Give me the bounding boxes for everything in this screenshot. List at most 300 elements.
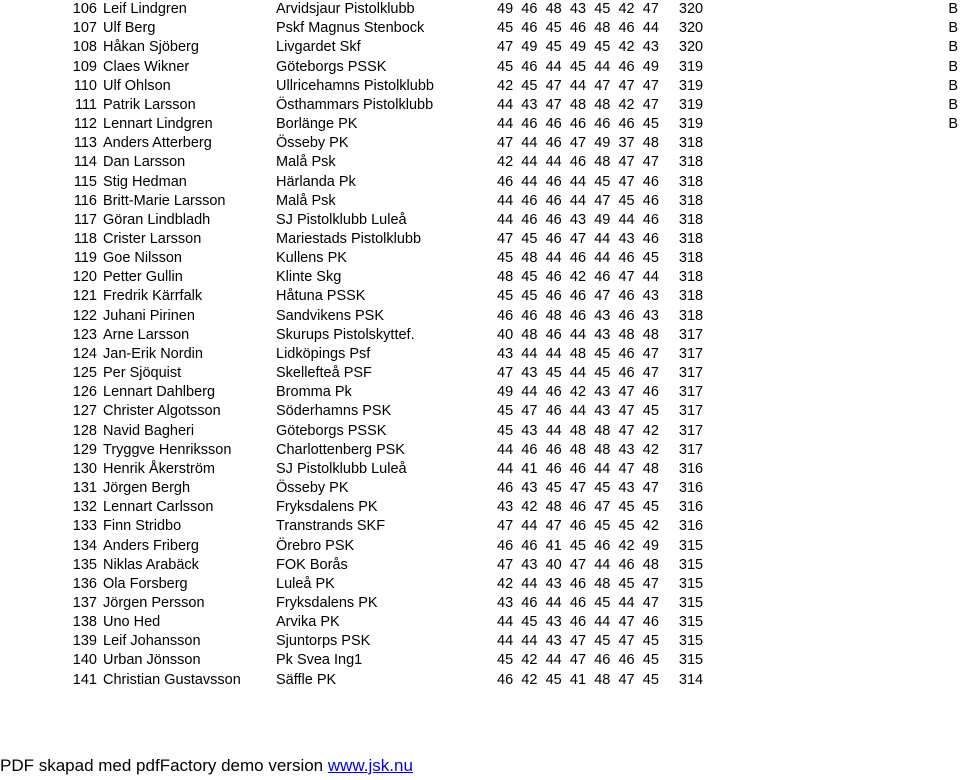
series-score-cell: 44 [521, 575, 538, 592]
name-cell: Göran Lindbladh [103, 211, 211, 228]
result-row [0, 651, 960, 670]
club-cell: Härlanda Pk [276, 173, 356, 190]
series-score-cell: 46 [545, 192, 562, 209]
name-cell: Lennart Lindgren [103, 116, 213, 133]
series-score-cell: 48 [545, 307, 562, 324]
series-score-cell: 47 [642, 96, 659, 113]
series-score-cell: 49 [569, 39, 587, 56]
total-cell: 315 [678, 537, 704, 554]
club-cell: Göteborgs PSSK [276, 422, 387, 439]
total-cell: 316 [678, 460, 704, 477]
class-cell [709, 345, 960, 364]
club-cell: Bromma Pk [276, 384, 352, 401]
series-score-cell: 46 [594, 537, 611, 554]
name-cell: Crister Larsson [103, 231, 202, 247]
result-row [0, 287, 960, 306]
series-score-cell: 43 [569, 1, 587, 18]
total-cell: 316 [678, 480, 704, 497]
series-score-cell: 41 [569, 671, 587, 688]
rank-cell: 116 [73, 192, 97, 209]
footer-link[interactable]: www.jsk.nu [327, 756, 413, 775]
total-cell: 318 [678, 192, 704, 209]
series-score-cell: 46 [545, 173, 562, 190]
total-cell: 315 [678, 575, 704, 592]
total-cell: 320 [678, 20, 704, 37]
name-cell: Anders Friberg [103, 537, 199, 554]
class-cell [709, 441, 960, 460]
series-score-cell: 49 [594, 211, 611, 228]
class-cell: B [948, 1, 958, 18]
series-score-cell: 46 [594, 652, 611, 669]
class-cell [709, 575, 960, 594]
series-score-cell: 43 [545, 633, 562, 650]
result-row [0, 77, 960, 96]
series-score-cell: 47 [642, 345, 659, 362]
club-cell: Fryksdalens PK [276, 499, 378, 516]
rank-cell: 112 [73, 116, 97, 133]
series-score-cell: 45 [569, 58, 587, 75]
series-score-cell: 46 [521, 537, 538, 554]
series-score-cell: 47 [497, 365, 514, 382]
series-score-cell: 43 [545, 614, 562, 631]
series-score-cell: 48 [545, 1, 562, 18]
footer-text: PDF skapad med pdfFactory demo version [0, 756, 328, 775]
series-score-cell: 46 [618, 345, 635, 362]
series-score-cell: 43 [642, 307, 659, 324]
series-score-cell: 44 [569, 192, 587, 209]
series-score-cell: 44 [618, 211, 635, 228]
series-score-cell: 44 [569, 173, 587, 190]
series-score-cell: 45 [497, 403, 514, 420]
result-row [0, 594, 960, 613]
result-row [0, 670, 960, 690]
club-cell: Transtrands SKF [276, 518, 386, 535]
total-cell: 317 [678, 422, 704, 439]
series-score-cell: 46 [569, 460, 587, 477]
series-score-cell: 45 [521, 614, 538, 631]
series-score-cell: 46 [618, 365, 635, 382]
club-cell: SJ Pistolklubb Luleå [276, 460, 407, 477]
result-row [0, 230, 960, 249]
series-score-cell: 46 [545, 116, 562, 133]
result-row [0, 498, 960, 517]
result-row [0, 364, 960, 383]
class-cell [709, 651, 960, 670]
name-cell: Ulf Ohlson [103, 77, 171, 94]
class-cell [709, 517, 960, 536]
name-cell: Goe Nilsson [103, 250, 182, 267]
series-score-cell: 45 [594, 1, 611, 18]
series-score-cell: 47 [545, 77, 562, 94]
result-row [0, 460, 960, 479]
result-row [0, 402, 960, 421]
series-score-cell: 44 [521, 384, 538, 401]
class-cell [709, 249, 960, 268]
series-score-cell: 47 [618, 671, 635, 688]
series-score-cell: 45 [642, 116, 659, 133]
name-cell: Jan-Erik Nordin [103, 345, 203, 362]
club-cell: Luleå PK [276, 575, 335, 592]
series-score-cell: 47 [642, 1, 659, 18]
rank-cell: 113 [73, 135, 97, 152]
name-cell: Britt-Marie Larsson [103, 192, 226, 209]
rank-cell: 110 [73, 77, 97, 94]
club-cell: Håtuna PSSK [276, 288, 366, 305]
rank-cell: 115 [73, 173, 97, 190]
series-score-cell: 48 [642, 326, 659, 343]
series-score-cell: 46 [521, 594, 538, 611]
name-cell: Anders Atterberg [103, 135, 212, 152]
series-score-cell: 46 [569, 154, 587, 171]
series-score-cell: 46 [521, 307, 538, 324]
result-row [0, 536, 960, 555]
series-score-cell: 47 [618, 77, 635, 94]
club-cell: Kullens PK [276, 250, 347, 267]
series-score-cell: 45 [594, 345, 611, 362]
class-cell [709, 421, 960, 440]
series-score-cell: 46 [521, 211, 538, 228]
series-score-cell: 46 [618, 250, 635, 267]
result-row [0, 57, 960, 76]
rank-cell: 120 [72, 269, 97, 286]
rank-cell: 109 [72, 58, 97, 75]
result-row [0, 115, 960, 134]
series-score-cell: 46 [521, 58, 538, 75]
series-score-cell: 46 [545, 384, 562, 401]
series-score-cell: 42 [618, 537, 635, 554]
name-cell: Henrik Åkerström [103, 460, 215, 477]
series-score-cell: 46 [497, 671, 514, 688]
series-score-cell: 45 [594, 365, 611, 382]
series-score-cell: 49 [642, 537, 659, 554]
total-cell: 319 [678, 116, 704, 133]
series-score-cell: 42 [618, 96, 635, 113]
name-cell: Tryggve Henriksson [103, 441, 232, 458]
name-cell: Leif Lindgren [103, 1, 187, 18]
class-cell [709, 479, 960, 498]
result-row [0, 613, 960, 632]
total-cell: 315 [678, 556, 704, 573]
class-cell [709, 632, 960, 651]
series-score-cell: 48 [594, 154, 611, 171]
class-cell: B [948, 96, 958, 113]
rank-cell: 129 [72, 441, 97, 458]
series-score-cell: 42 [521, 499, 538, 516]
series-score-cell: 45 [521, 269, 538, 286]
series-score-cell: 45 [642, 671, 659, 688]
result-row [0, 517, 960, 536]
series-score-cell: 46 [642, 614, 659, 631]
series-score-cell: 45 [642, 250, 659, 267]
rank-cell: 114 [73, 154, 97, 171]
series-score-cell: 44 [545, 652, 562, 669]
result-row [0, 153, 960, 172]
series-score-cell: 48 [569, 441, 587, 458]
series-score-cell: 47 [521, 403, 538, 420]
total-cell: 318 [678, 173, 704, 190]
series-score-cell: 46 [497, 307, 514, 324]
series-score-cell: 49 [594, 135, 611, 152]
series-score-cell: 46 [569, 499, 587, 516]
result-row [0, 96, 960, 115]
series-score-cell: 44 [521, 345, 538, 362]
series-score-cell: 42 [618, 39, 635, 56]
series-score-cell: 48 [594, 20, 611, 37]
series-score-cell: 45 [618, 518, 635, 535]
total-cell: 318 [678, 231, 704, 247]
total-cell: 318 [678, 250, 704, 267]
series-score-cell: 45 [594, 39, 611, 56]
series-score-cell: 42 [497, 575, 514, 592]
series-score-cell: 43 [594, 326, 611, 343]
series-score-cell: 45 [642, 499, 659, 516]
series-score-cell: 43 [642, 288, 659, 305]
rank-cell: 136 [72, 575, 97, 592]
series-score-cell: 47 [618, 460, 635, 477]
total-cell: 319 [678, 58, 704, 75]
class-cell [709, 134, 960, 153]
club-cell: Ullricehamns Pistolklubb [276, 77, 434, 94]
rank-cell: 111 [74, 96, 97, 113]
club-cell: Sandvikens PSK [276, 307, 385, 324]
name-cell: Juhani Pirinen [103, 307, 195, 324]
series-score-cell: 43 [521, 480, 538, 497]
series-score-cell: 46 [569, 116, 587, 133]
series-score-cell: 43 [497, 594, 514, 611]
rank-cell: 126 [72, 384, 97, 401]
total-cell: 315 [678, 652, 704, 669]
series-score-cell: 43 [594, 384, 611, 401]
series-score-cell: 46 [545, 231, 562, 247]
total-cell: 317 [678, 345, 704, 362]
series-score-cell: 45 [594, 633, 611, 650]
name-cell: Ola Forsberg [103, 575, 188, 592]
club-cell: Charlottenberg PSK [276, 441, 405, 458]
class-cell [709, 594, 960, 613]
series-score-cell: 49 [521, 39, 538, 56]
series-score-cell: 46 [618, 58, 635, 75]
rank-cell: 138 [72, 614, 97, 631]
series-score-cell: 47 [594, 499, 611, 516]
series-score-cell: 47 [569, 480, 587, 497]
series-score-cell: 45 [618, 575, 635, 592]
name-cell: Patrik Larsson [103, 96, 196, 113]
total-cell: 318 [678, 269, 704, 286]
name-cell: Fredrik Kärrfalk [103, 288, 203, 305]
name-cell: Petter Gullin [103, 269, 183, 286]
rank-cell: 125 [72, 365, 97, 382]
series-score-cell: 44 [497, 96, 514, 113]
name-cell: Ulf Berg [103, 20, 156, 37]
result-row [0, 575, 960, 594]
series-score-cell: 43 [521, 365, 538, 382]
series-score-cell: 43 [545, 575, 562, 592]
total-cell: 315 [678, 633, 704, 650]
series-score-cell: 44 [594, 614, 611, 631]
series-score-cell: 44 [521, 518, 538, 535]
total-cell: 318 [678, 211, 704, 228]
name-cell: Urban Jönsson [103, 652, 201, 669]
club-cell: Arvidsjaur Pistolklubb [276, 1, 415, 18]
series-score-cell: 43 [594, 403, 611, 420]
series-score-cell: 48 [545, 499, 562, 516]
series-score-cell: 48 [521, 326, 538, 343]
series-score-cell: 47 [642, 480, 659, 497]
series-score-cell: 46 [642, 192, 659, 209]
series-score-cell: 45 [642, 652, 659, 669]
club-cell: Skurups Pistolskyttef. [276, 326, 415, 343]
club-cell: Malå Psk [276, 192, 336, 209]
club-cell: Örebro PSK [276, 537, 355, 554]
class-cell [709, 326, 960, 345]
rank-cell: 123 [72, 326, 97, 343]
series-score-cell: 46 [521, 192, 538, 209]
series-score-cell: 48 [569, 422, 587, 439]
series-score-cell: 44 [497, 211, 514, 228]
series-score-cell: 47 [618, 384, 635, 401]
series-score-cell: 47 [569, 633, 587, 650]
series-score-cell: 46 [594, 116, 611, 133]
series-score-cell: 44 [545, 594, 562, 611]
series-score-cell: 45 [497, 288, 514, 305]
series-score-cell: 46 [545, 135, 562, 152]
series-score-cell: 43 [497, 345, 514, 362]
rank-cell: 134 [72, 537, 97, 554]
series-score-cell: 48 [594, 96, 611, 113]
series-score-cell: 48 [642, 460, 659, 477]
series-score-cell: 44 [497, 460, 514, 477]
club-cell: Livgardet Skf [276, 39, 361, 56]
series-score-cell: 48 [569, 345, 587, 362]
class-cell [709, 230, 960, 249]
result-row [0, 268, 960, 287]
series-score-cell: 48 [594, 422, 611, 439]
club-cell: Össeby PK [276, 480, 349, 497]
series-score-cell: 45 [594, 518, 611, 535]
rank-cell: 121 [72, 288, 97, 305]
series-score-cell: 46 [521, 20, 538, 37]
name-cell: Finn Stridbo [103, 518, 182, 535]
class-cell: B [948, 116, 958, 133]
club-cell: FOK Borås [276, 556, 348, 573]
series-score-cell: 47 [497, 39, 514, 56]
class-cell: B [948, 39, 958, 56]
series-score-cell: 45 [545, 20, 562, 37]
series-score-cell: 43 [594, 307, 611, 324]
rank-cell: 106 [72, 1, 97, 18]
rank-cell: 132 [72, 499, 97, 516]
rank-cell: 131 [72, 480, 97, 497]
name-cell: Christian Gustavsson [103, 671, 241, 688]
class-cell: B [948, 58, 958, 75]
series-score-cell: 48 [497, 269, 514, 286]
series-score-cell: 44 [594, 460, 611, 477]
rank-cell: 108 [72, 39, 97, 56]
series-score-cell: 44 [497, 614, 514, 631]
series-score-cell: 44 [642, 20, 659, 37]
class-cell [709, 670, 960, 690]
class-cell: B [948, 77, 958, 94]
series-score-cell: 46 [545, 441, 562, 458]
series-score-cell: 48 [569, 96, 587, 113]
series-score-cell: 46 [642, 384, 659, 401]
class-cell [709, 402, 960, 421]
series-score-cell: 45 [497, 250, 514, 267]
class-cell [709, 556, 960, 575]
result-row [0, 556, 960, 575]
result-row [0, 421, 960, 440]
series-score-cell: 43 [497, 499, 514, 516]
total-cell: 319 [678, 96, 704, 113]
series-score-cell: 47 [618, 154, 635, 171]
series-score-cell: 42 [521, 671, 538, 688]
result-row [0, 345, 960, 364]
series-score-cell: 45 [594, 480, 611, 497]
series-score-cell: 44 [497, 116, 514, 133]
total-cell: 318 [678, 307, 704, 324]
name-cell: Dan Larsson [103, 154, 186, 171]
series-score-cell: 44 [618, 594, 635, 611]
club-cell: Klinte Skg [276, 269, 342, 286]
series-score-cell: 47 [618, 403, 635, 420]
class-cell [709, 364, 960, 383]
series-score-cell: 46 [618, 556, 635, 573]
series-score-cell: 45 [594, 594, 611, 611]
series-score-cell: 46 [569, 288, 587, 305]
series-score-cell: 46 [545, 460, 562, 477]
series-score-cell: 47 [618, 269, 635, 286]
result-row [0, 632, 960, 651]
series-score-cell: 46 [569, 575, 587, 592]
series-score-cell: 45 [497, 652, 514, 669]
club-cell: Pskf Magnus Stenbock [276, 20, 425, 37]
total-cell: 317 [678, 384, 704, 401]
series-score-cell: 47 [594, 77, 611, 94]
series-score-cell: 42 [642, 441, 659, 458]
series-score-cell: 47 [569, 556, 587, 573]
series-score-cell: 47 [569, 135, 587, 152]
class-cell [709, 153, 960, 172]
series-score-cell: 48 [594, 441, 611, 458]
series-score-cell: 44 [594, 231, 611, 247]
series-score-cell: 44 [569, 77, 587, 94]
series-score-cell: 46 [521, 1, 538, 18]
series-score-cell: 47 [497, 231, 514, 247]
series-score-cell: 46 [521, 441, 538, 458]
result-row [0, 19, 960, 38]
rank-cell: 119 [73, 250, 97, 267]
result-row [0, 211, 960, 230]
series-score-cell: 47 [618, 422, 635, 439]
series-score-cell: 43 [618, 480, 635, 497]
series-score-cell: 47 [569, 652, 587, 669]
name-cell: Christer Algotsson [103, 403, 221, 420]
series-score-cell: 47 [642, 575, 659, 592]
series-score-cell: 41 [545, 537, 562, 554]
series-score-cell: 46 [569, 518, 587, 535]
series-score-cell: 47 [642, 154, 659, 171]
series-score-cell: 45 [545, 671, 562, 688]
series-score-cell: 45 [521, 231, 538, 247]
series-score-cell: 42 [521, 652, 538, 669]
series-score-cell: 42 [497, 154, 514, 171]
series-score-cell: 45 [497, 58, 514, 75]
class-cell [709, 498, 960, 517]
series-score-cell: 47 [497, 518, 514, 535]
series-score-cell: 44 [545, 345, 562, 362]
series-score-cell: 44 [497, 192, 514, 209]
series-score-cell: 42 [569, 269, 587, 286]
